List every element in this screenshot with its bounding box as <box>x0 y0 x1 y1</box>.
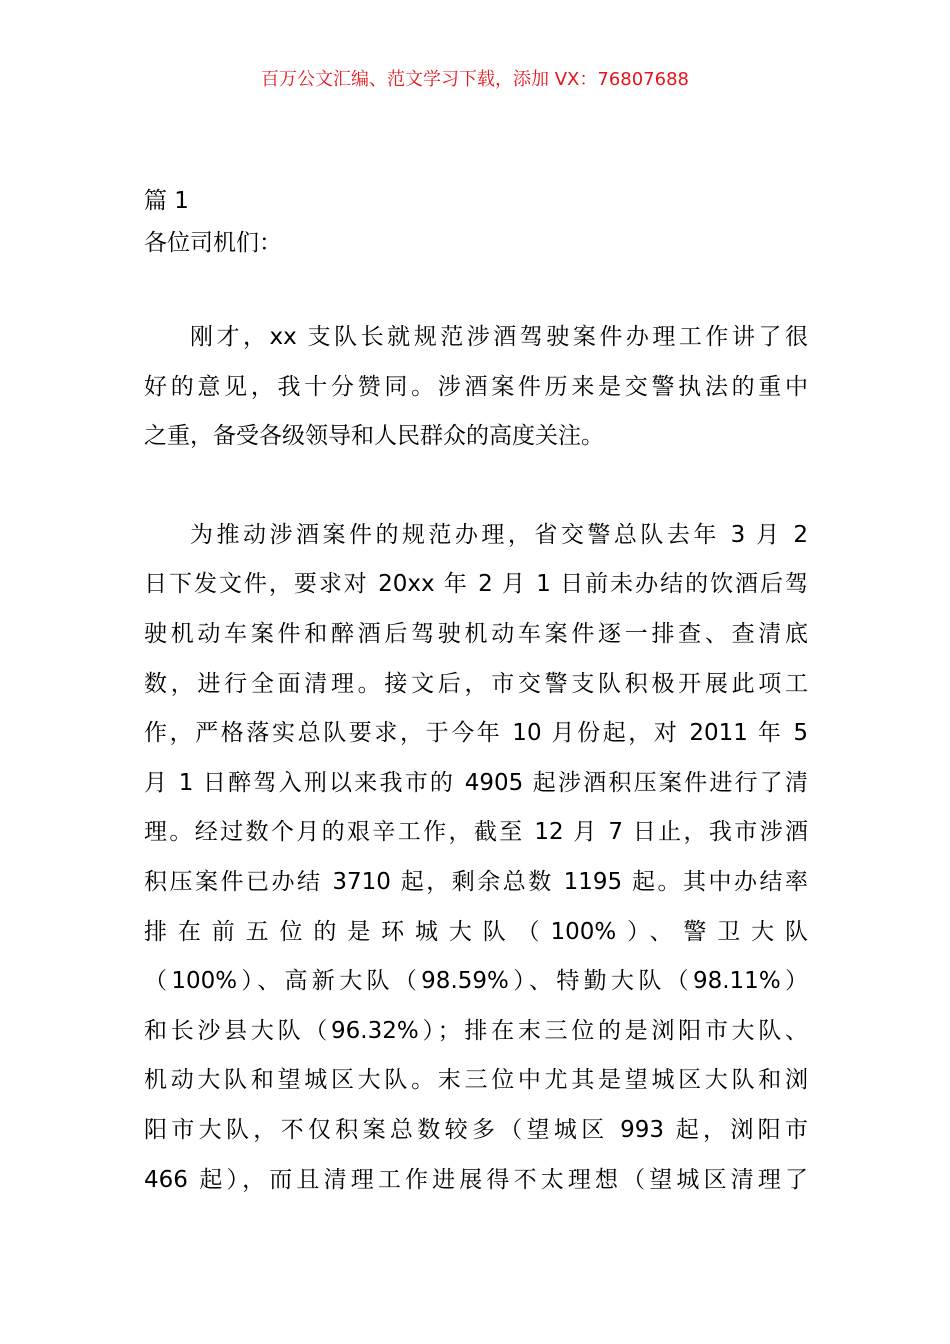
section-title: 篇 1 <box>144 188 189 214</box>
paragraph-line: （100%）、高新大队（98.59%）、特勤大队（98.11%） <box>144 968 808 995</box>
paragraph-line: 积压案件已办结 3710 起，剩余总数 1195 起。其中办结率 <box>144 868 808 895</box>
paragraph-line: 刚才，xx 支队长就规范涉酒驾驶案件办理工作讲了很 <box>190 324 808 350</box>
watermark-header: 百万公文汇编、范文学习下载，添加 VX：76807688 <box>261 69 689 90</box>
paragraph-line: 排在前五位的是环城大队（100%）、警卫大队 <box>144 918 808 945</box>
paragraph-line: 466 起），而且清理工作进展得不太理想（望城区清理了 <box>144 1166 808 1193</box>
paragraph-line: 数，进行全面清理。接文后，市交警支队积极开展此项工 <box>144 670 808 697</box>
paragraph-1 <box>144 313 808 462</box>
paragraph-line: 为推动涉酒案件的规范办理，省交警总队去年 3 月 2 <box>190 521 808 548</box>
paragraph-line: 阳市大队，不仅积案总数较多（望城区 993 起，浏阳市 <box>144 1116 808 1143</box>
document-body <box>144 180 808 1254</box>
paragraph-line: 机动大队和望城区大队。末三位中尤其是望城区大队和浏 <box>144 1067 808 1094</box>
paragraph-line: 作，严格落实总队要求，于今年 10 月份起，对 2011 年 5 <box>144 720 808 747</box>
salutation: 各位司机们： <box>144 230 282 256</box>
paragraph-line: 和长沙县大队（96.32%）；排在末三位的是浏阳市大队、 <box>144 1017 808 1044</box>
paragraph-line: 驶机动车案件和醉酒后驾驶机动车案件逐一排查、查清底 <box>144 620 808 647</box>
paragraph-line: 好的意见，我十分赞同。涉酒案件历来是交警执法的重中 <box>144 373 808 400</box>
paragraph-line: 日下发文件，要求对 20xx 年 2 月 1 日前未办结的饮酒后驾 <box>144 571 808 598</box>
paragraph-line: 理。经过数个月的艰辛工作，截至 12 月 7 日止，我市涉酒 <box>144 819 808 846</box>
paragraph-2 <box>144 511 808 1205</box>
paragraph-line: 月 1 日醉驾入刑以来我市的 4905 起涉酒积压案件进行了清 <box>144 769 808 796</box>
paragraph-line: 之重，备受各级领导和人民群众的高度关注。 <box>144 423 604 450</box>
